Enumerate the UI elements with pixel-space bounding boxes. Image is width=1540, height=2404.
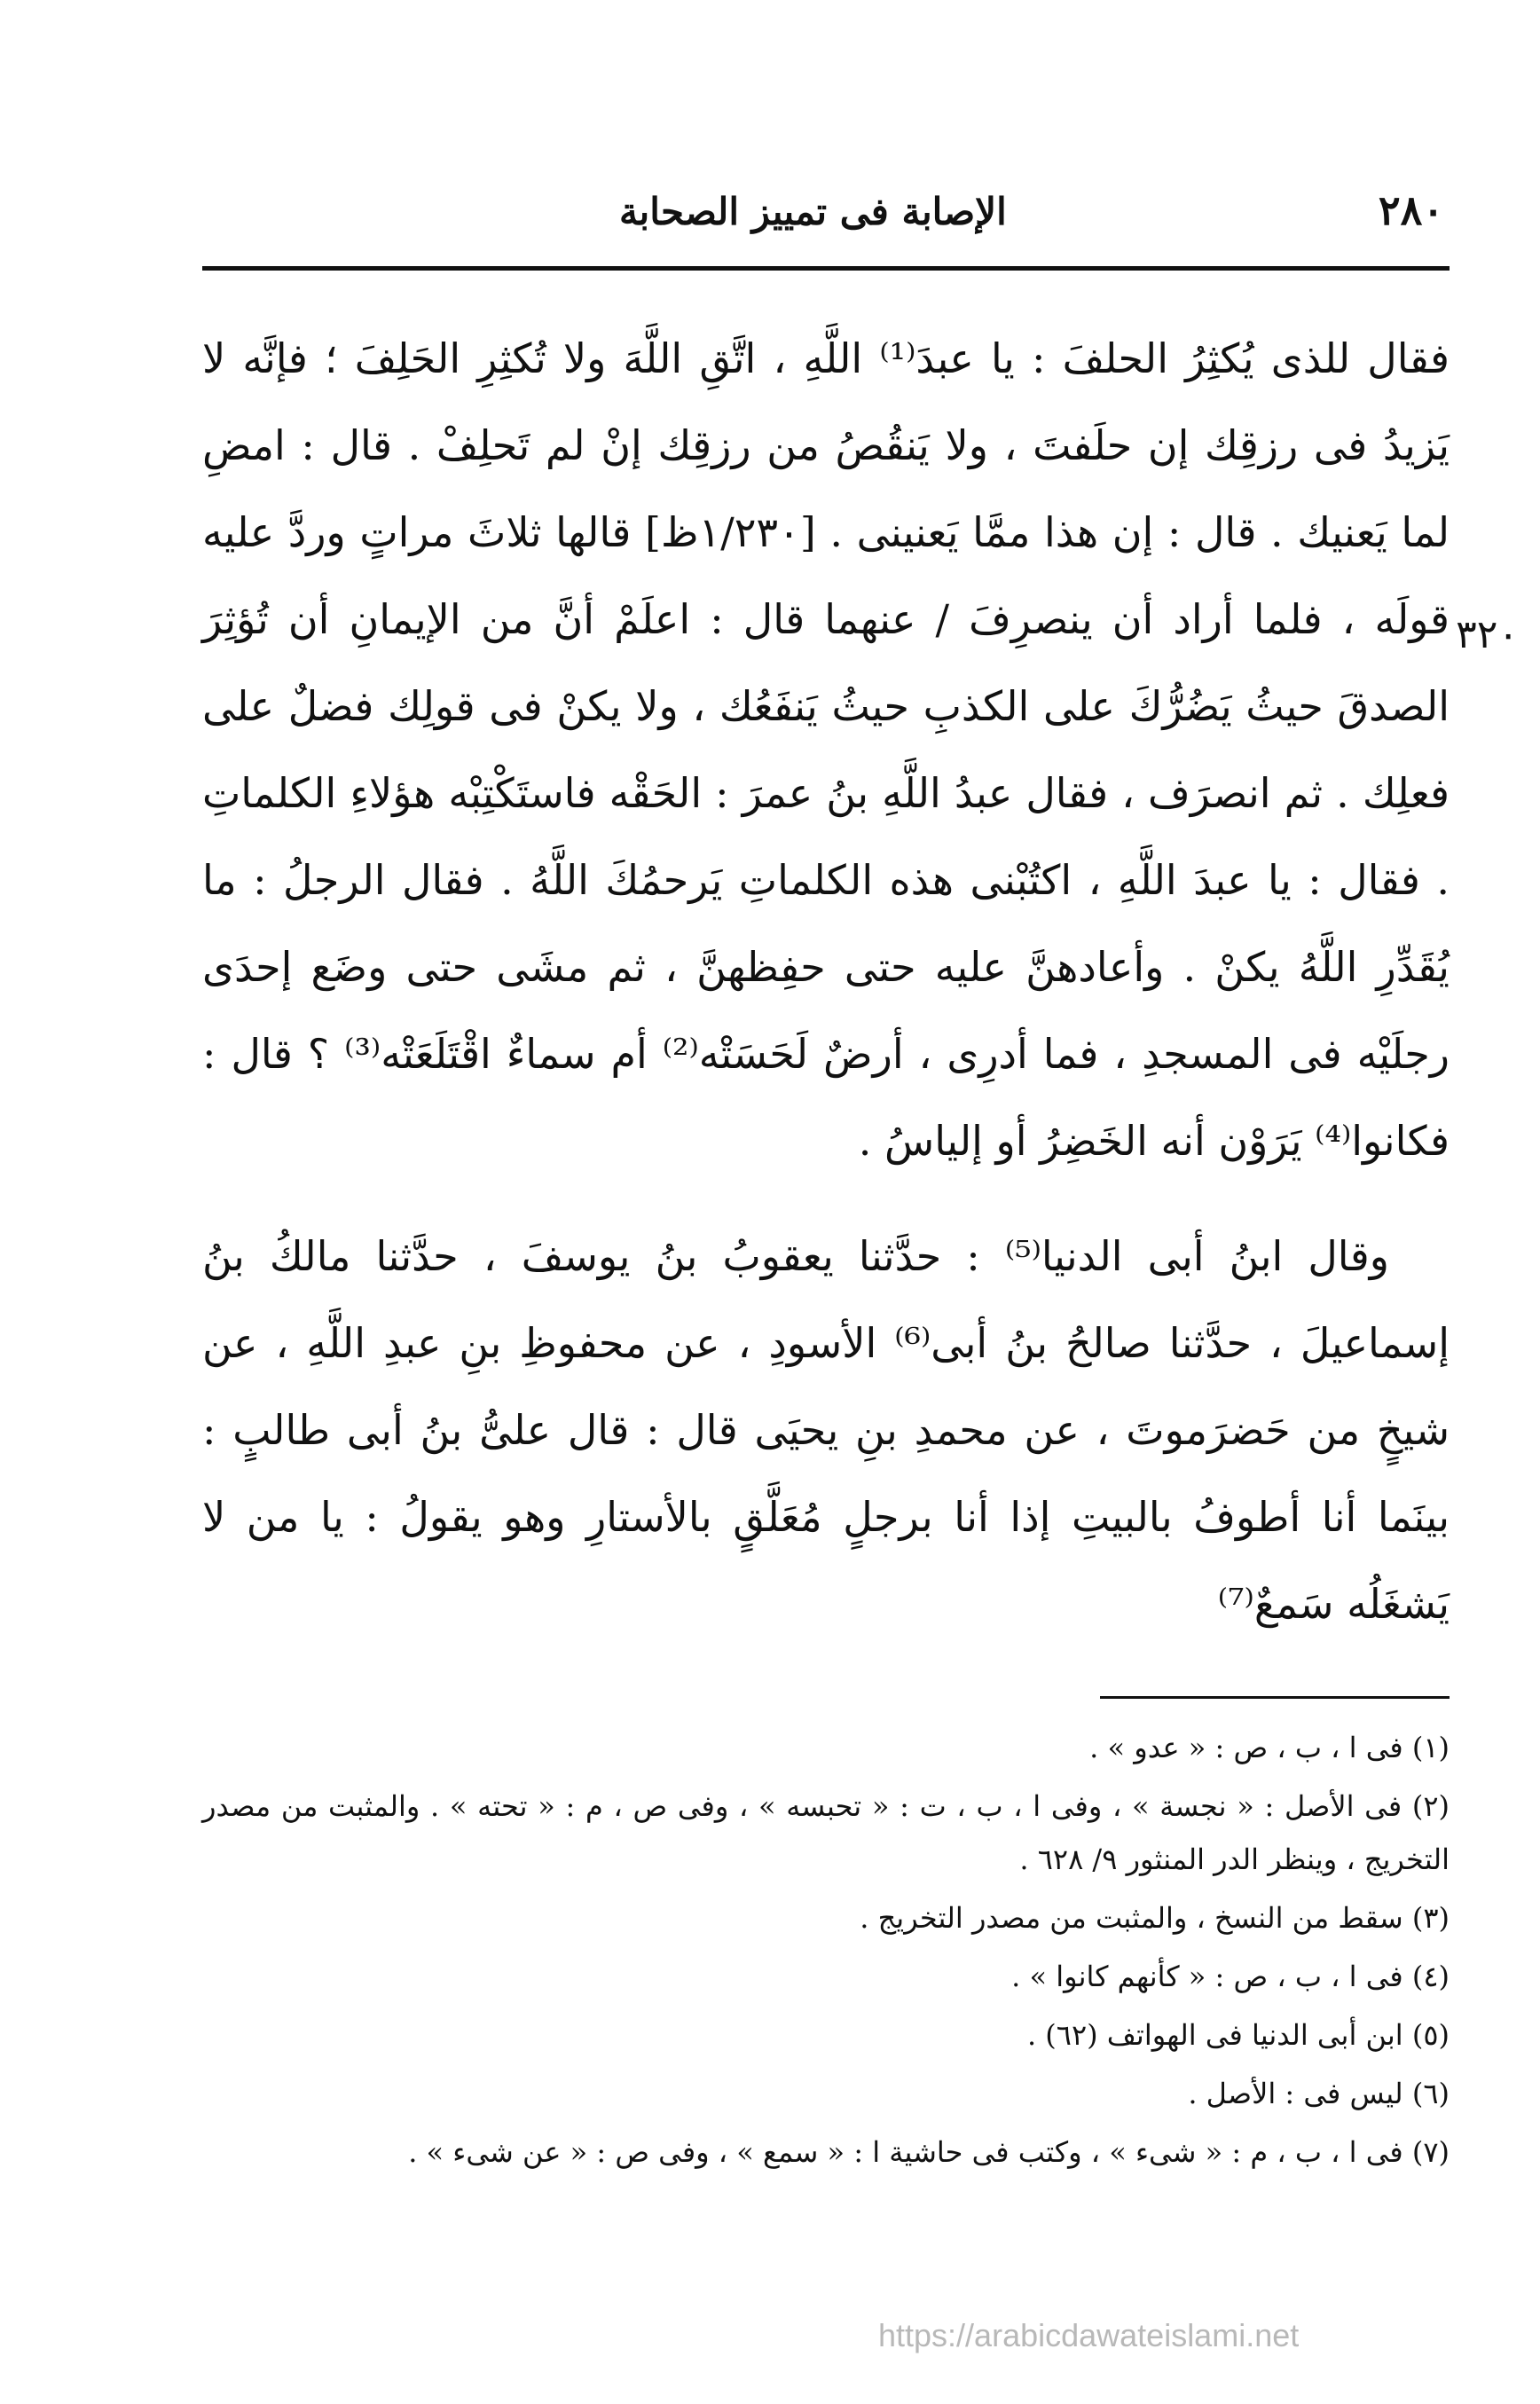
footnote-1: (١) فى ا ، ب ، ص : « عدو » . — [1089, 1731, 1450, 1764]
footnote-7: (٧) فى ا ، ب ، م : « شىء » ، وكتب فى حاشية ا : « سمع » ، وفى ص : « عن شىء » . — [408, 2135, 1450, 2169]
footnotes-list — [202, 1721, 1450, 2184]
main-text — [202, 315, 1450, 1647]
page-header — [202, 177, 1450, 263]
running-title: الإصابة فى تمييز الصحابة — [619, 190, 1007, 233]
paragraph-2: وقال ابنُ أبى الدنيا⁽⁵⁾ : حدَّثنا يعقوبُ بنُ يوسفَ ، حدَّثنا مالكُ بنُ إسماعيلَ ، حدَّثنا صالحُ بنُ أبى⁽⁶⁾ الأسودِ ، عن محفوظِ بنِ عبدِ اللَّهِ ، عن شيخٍ من حَضرَموتَ ، عن محمدِ بنِ يحيَى قال : قال علىُّ بنُ أبى طالبٍ : بينَما أنا أطوفُ بالبيتِ إذا أنا برجلٍ مُعَلَّقٍ بالأستارِ وهو يقولُ : يا من لا يَشغَلُه سَمعٌ⁽⁷⁾ — [202, 1232, 1450, 1628]
footnote-5: (٥) ابن أبى الدنيا فى الهواتف (٦٢) . — [1026, 2018, 1450, 2052]
page-number: ٢٨٠ — [1378, 186, 1444, 234]
footnote-separator — [1100, 1696, 1450, 1699]
footnote-2: (٢) فى الأصل : « نجسة » ، وفى ا ، ب ، ت : « تحبسه » ، وفى ص ، م : « تحته » . والمثبت من مصدر التخريج ، وينظر الدر المنثور ٩/ ٦٢٨ . — [202, 1789, 1450, 1876]
footnote-3: (٣) سقط من النسخ ، والمثبت من مصدر التخريج . — [860, 1901, 1450, 1935]
footnote-4: (٤) فى ا ، ب ، ص : « كأنهم كانوا » . — [1011, 1960, 1450, 1993]
header-rule — [202, 266, 1450, 271]
paragraph-1: فقال للذى يُكثِرُ الحلفَ : يا عبدَ⁽¹⁾ اللَّهِ ، اتَّقِ اللَّهَ ولا تُكثِرِ الحَلِفَ ؛ فإنَّه لا يَزيدُ فى رزقِك إن حلَفتَ ، ولا يَنقُصُ من رزقِك إنْ لم تَحلِفْ . قال : امضِ لما يَعنيك . قال : إن هذا ممَّا يَعنينى . [١/٢٣٠ظ] قالها ثلاثَ مراتٍ وردَّ عليه قولَه ، فلما أراد أن ينصرِفَ / عنهما قال : اعلَمْ أنَّ من الإيمانِ أن تُؤثِرَ الصدقَ حيثُ يَضُرُّكَ على الكذبِ حيثُ يَنفَعُك ، ولا يكنْ فى قولِك فضلٌ على فعلِك . ثم انصرَف ، فقال عبدُ اللَّهِ بنُ عمرَ : الحَقْه فاستَكْتِبْه هؤلاءِ الكلماتِ . فقال : يا عبدَ اللَّهِ ، اكتُبْنى هذه الكلماتِ يَرحمُكَ اللَّهُ . فقال الرجلُ : ما يُقَدِّرِ اللَّهُ يكنْ . وأعادهنَّ عليه حتى حفِظهنَّ ، ثم مشَى حتى وضَع إحدَى رجلَيْه فى المسجدِ ، فما أدرِى ، أرضٌ لَحَسَتْه⁽²⁾ أم سماءٌ اقْتَلَعَتْه⁽³⁾ ؟ قال : فكانوا⁽⁴⁾ يَرَوْن أنه الخَضِرُ أو إلياسُ . — [202, 334, 1450, 1165]
footnote-6: (٦) ليس فى : الأصل . — [1188, 2077, 1450, 2110]
margin-volume-page-number: ٣٢٠ — [1456, 612, 1519, 657]
source-watermark: https://arabicdawateislami.net — [878, 2317, 1300, 2353]
